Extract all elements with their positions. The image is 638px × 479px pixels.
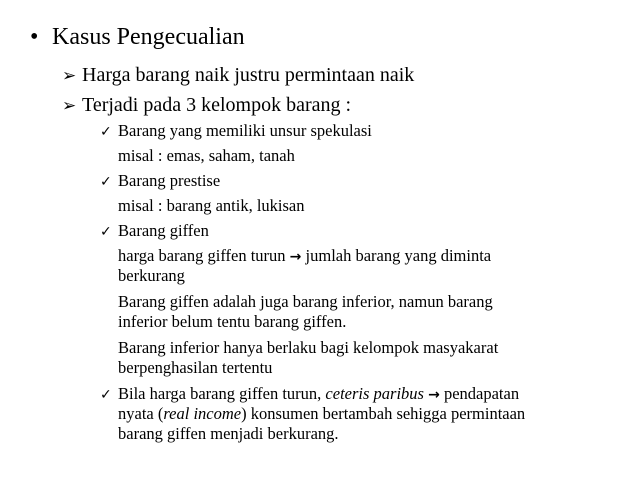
check-icon: ✓ bbox=[100, 387, 112, 403]
point-harga-naik bbox=[62, 62, 414, 89]
point1-text: Harga barang naik justru permintaan naik bbox=[82, 64, 415, 86]
group1-label: ✓ Barang yang memiliki unsur spekulasi bbox=[100, 121, 372, 140]
group2-example: misal : barang antik, lukisan bbox=[118, 196, 305, 215]
group1-example: misal : emas, saham, tanah bbox=[118, 146, 295, 165]
group4-line3: barang giffen menjadi berkurang. bbox=[118, 424, 339, 443]
check-icon: ✓ bbox=[100, 174, 112, 190]
group4-line1: ✓ Bila harga barang giffen turun, ceteris paribus → pendapatan bbox=[100, 384, 520, 403]
slide-title bbox=[30, 22, 245, 52]
group3-label: ✓ Barang giffen bbox=[100, 221, 209, 240]
right-arrow-icon: → bbox=[428, 387, 440, 403]
group3-line2: berkurang bbox=[118, 266, 185, 285]
group3-line3: Barang giffen adalah juga barang inferior, namun barang bbox=[118, 292, 493, 311]
title-text: Kasus Pengecualian bbox=[52, 24, 245, 50]
bullet-icon: • bbox=[30, 24, 39, 50]
check-icon: ✓ bbox=[100, 224, 112, 240]
arrow-bullet-icon: ➢ bbox=[62, 96, 77, 115]
group3-line5: Barang inferior hanya berlaku bagi kelompok masyakarat bbox=[118, 338, 499, 357]
right-arrow-icon: → bbox=[289, 249, 302, 265]
arrow-bullet-icon: ➢ bbox=[62, 66, 77, 85]
group4-line2: nyata (real income) konsumen bertambah sehigga permintaan bbox=[118, 404, 526, 423]
group2-label: ✓ Barang prestise bbox=[100, 171, 221, 190]
point2-text: Terjadi pada 3 kelompok barang : bbox=[82, 94, 352, 116]
check-icon: ✓ bbox=[100, 124, 112, 140]
group3-line6: berpenghasilan tertentu bbox=[118, 358, 273, 377]
point-tiga-kelompok bbox=[62, 92, 351, 119]
group3-line4: inferior belum tentu barang giffen. bbox=[118, 312, 347, 331]
group3-line1: harga barang giffen turun → jumlah barang yang diminta bbox=[118, 246, 492, 265]
